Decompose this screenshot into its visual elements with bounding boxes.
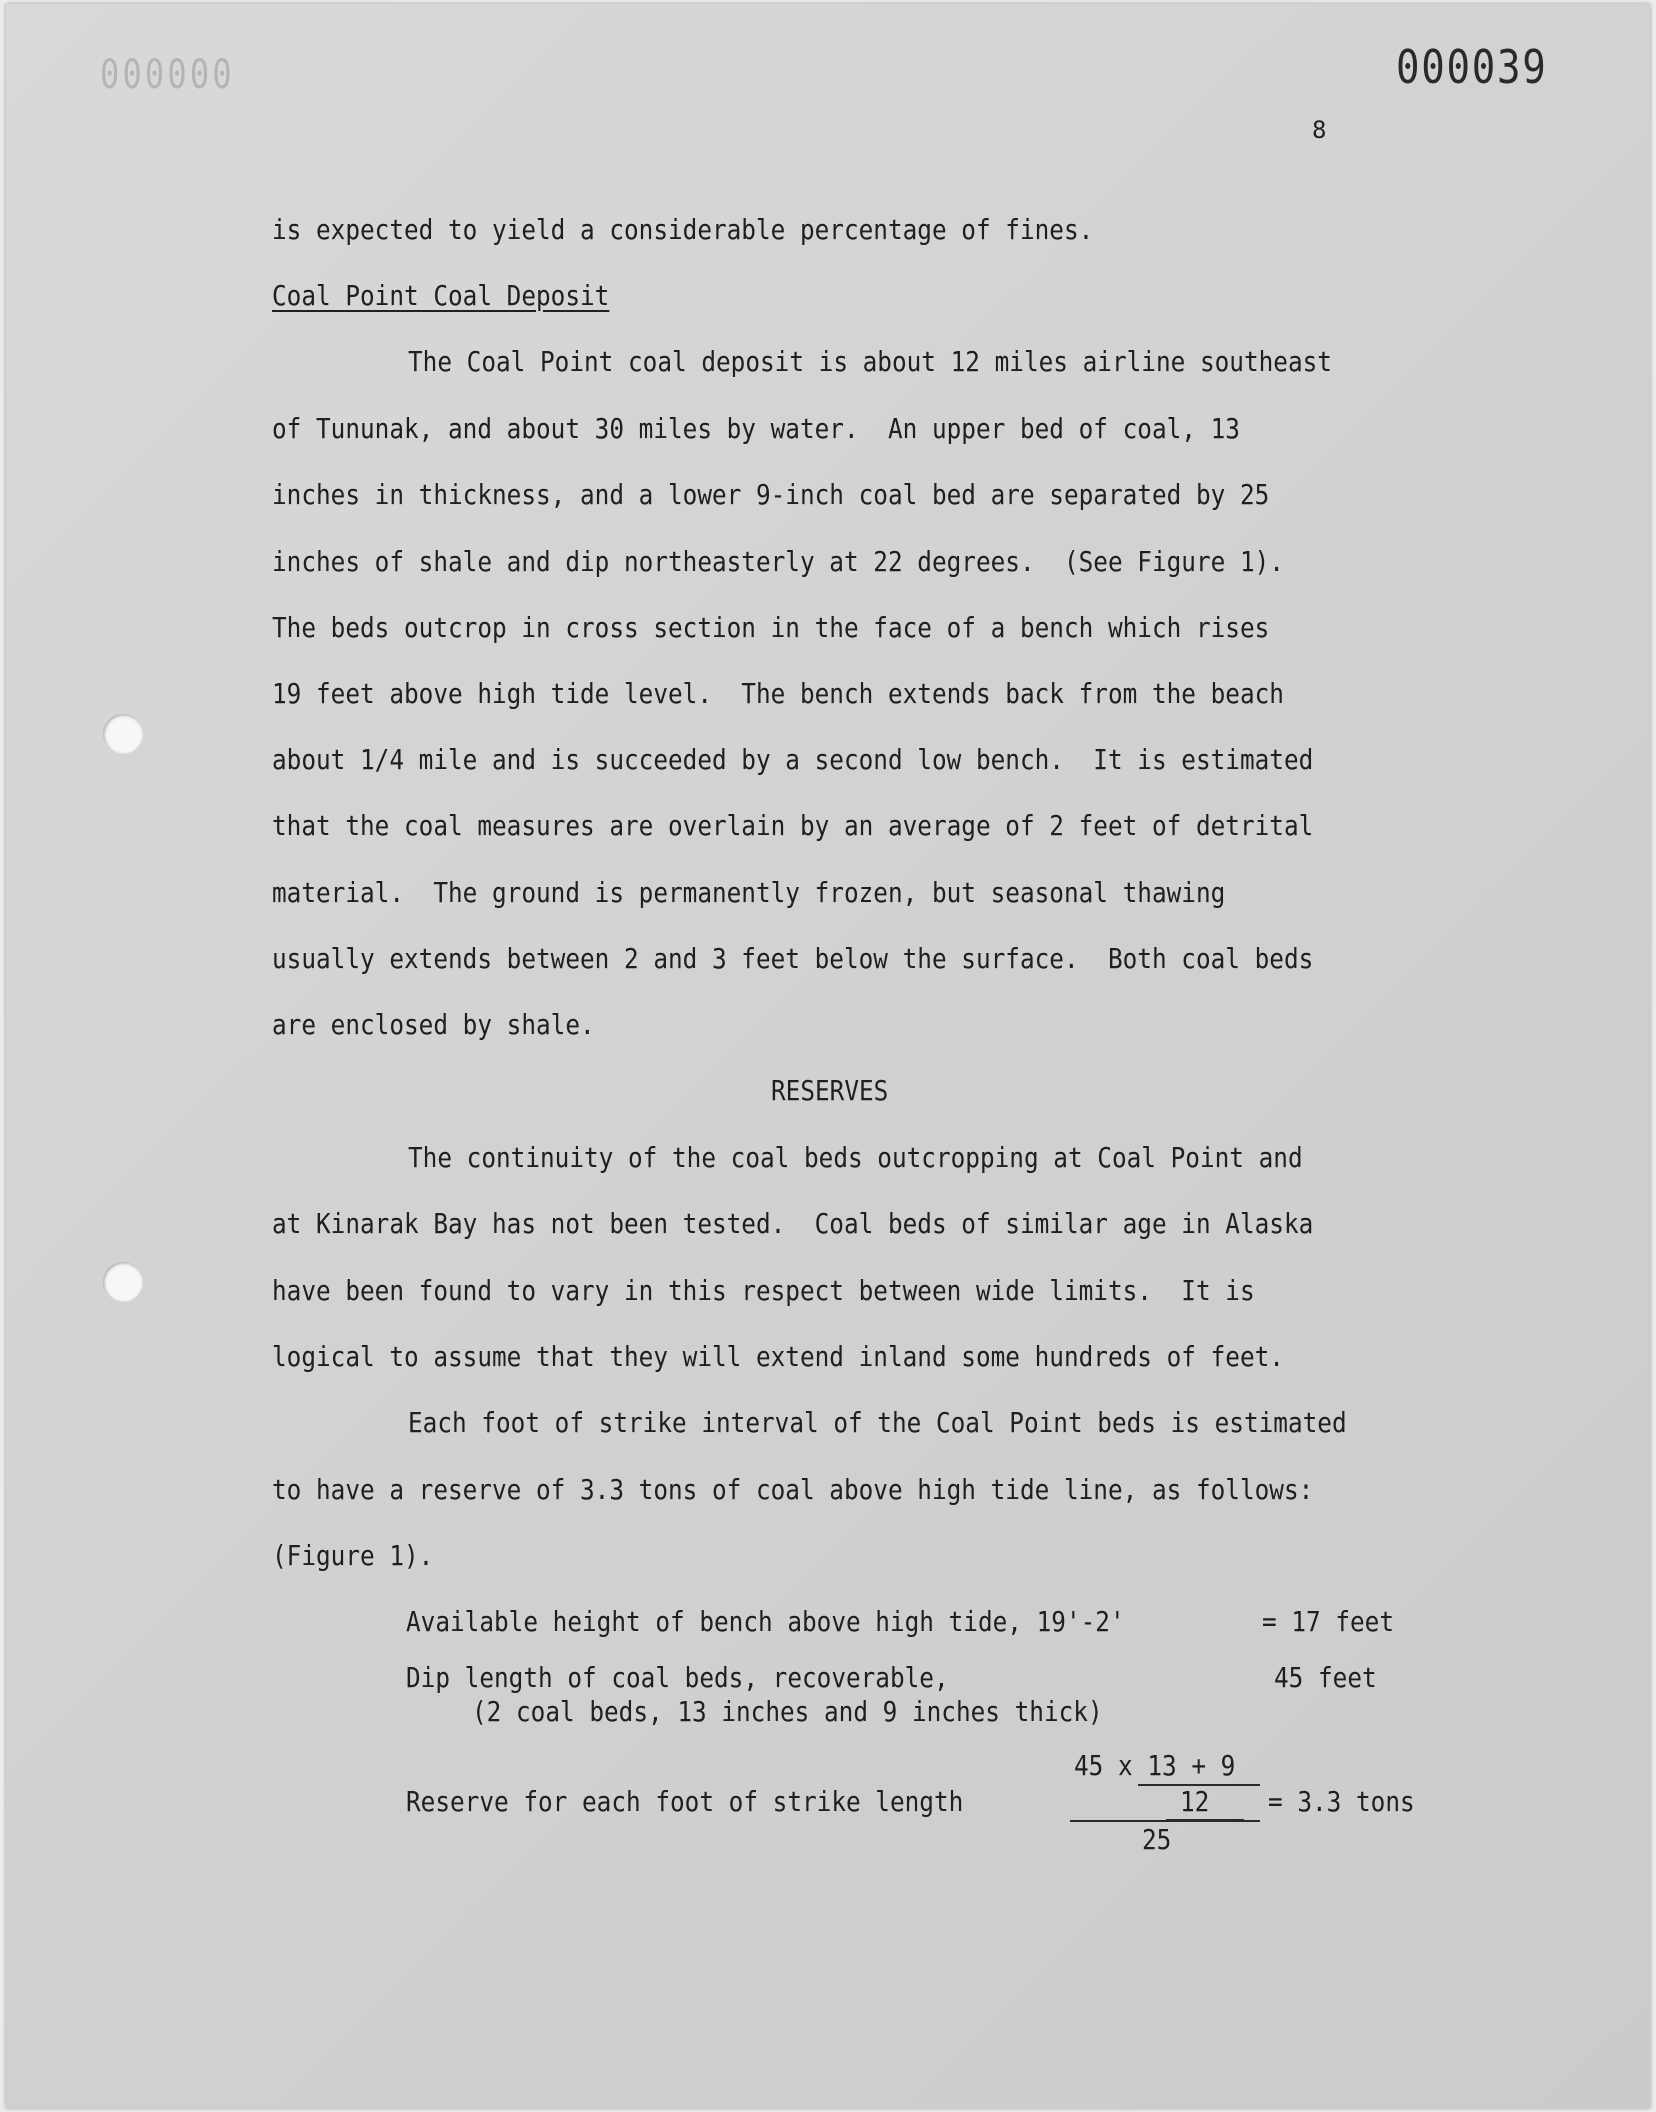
body-line: Each foot of strike interval of the Coal Point beds is estimated xyxy=(408,1406,1347,1439)
body-line: are enclosed by shale. xyxy=(272,1008,595,1041)
reserve-denominator: 25 xyxy=(1142,1823,1172,1856)
document-id-stamp: 000039 xyxy=(1396,40,1548,94)
dip-length-note: (2 coal beds, 13 inches and 9 inches thick) xyxy=(472,1695,1103,1728)
body-line: logical to assume that they will extend inland some hundreds of feet. xyxy=(272,1340,1284,1373)
body-line: material. The ground is permanently frozen, but seasonal thawing xyxy=(272,876,1226,909)
body-line: inches of shale and dip northeasterly at 22 degrees. (See Figure 1). xyxy=(272,545,1284,578)
body-line: of Tununak, and about 30 miles by water. An upper bed of coal, 13 xyxy=(272,412,1240,445)
body-line: have been found to vary in this respect between wide limits. It is xyxy=(272,1274,1255,1307)
body-line: The beds outcrop in cross section in the face of a bench which rises xyxy=(272,611,1270,644)
reserve-result: = 3.3 tons xyxy=(1268,1785,1415,1818)
faded-stamp-number: 000000 xyxy=(100,52,235,98)
body-line: about 1/4 mile and is succeeded by a second low bench. It is estimated xyxy=(272,743,1314,776)
section-heading-reserves: RESERVES xyxy=(771,1074,889,1107)
reserve-numerator: 45 x 13 + 9 xyxy=(1074,1749,1236,1782)
body-line: inches in thickness, and a lower 9-inch coal bed are separated by 25 xyxy=(272,478,1270,511)
body-line: to have a reserve of 3.3 tons of coal above high tide line, as follows: xyxy=(272,1473,1314,1506)
height-value: = 17 feet xyxy=(1262,1605,1394,1638)
punch-hole-bottom xyxy=(103,1262,143,1302)
body-line: (Figure 1). xyxy=(272,1539,434,1572)
body-line: The Coal Point coal deposit is about 12 miles airline southeast xyxy=(408,345,1332,378)
body-line: The continuity of the coal beds outcropping at Coal Point and xyxy=(408,1141,1303,1174)
page-number: 8 xyxy=(1312,116,1327,144)
body-line: that the coal measures are overlain by an average of 2 feet of detrital xyxy=(272,809,1314,842)
reserve-label: Reserve for each foot of strike length xyxy=(406,1785,964,1818)
dip-length-label: Dip length of coal beds, recoverable, xyxy=(406,1661,949,1694)
dip-length-value: 45 feet xyxy=(1274,1661,1377,1694)
punch-hole-top xyxy=(103,714,143,754)
body-line: usually extends between 2 and 3 feet below the surface. Both coal beds xyxy=(272,942,1314,975)
body-line: is expected to yield a considerable percentage of fines. xyxy=(272,213,1094,246)
section-heading-coal-point: Coal Point Coal Deposit xyxy=(272,279,610,312)
body-line: 19 feet above high tide level. The bench extends back from the beach xyxy=(272,677,1284,710)
height-label: Available height of bench above high tide, 19'-2' xyxy=(406,1605,1125,1638)
document-page xyxy=(6,4,1650,2108)
reserve-inner-denominator: 12 xyxy=(1180,1785,1210,1818)
body-line: at Kinarak Bay has not been tested. Coal beds of similar age in Alaska xyxy=(272,1207,1314,1240)
main-fraction-bar xyxy=(1070,1820,1260,1822)
